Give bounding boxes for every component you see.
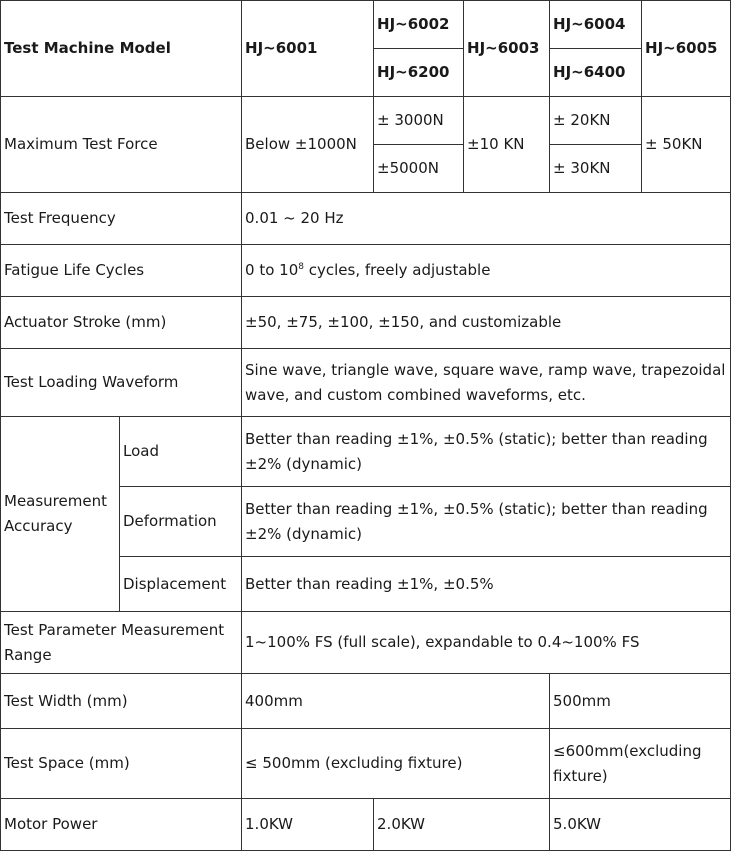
power-value-a: 1.0KW [242, 799, 374, 851]
max-force-hj6002: ± 3000N [374, 97, 464, 145]
width-value-a: 400mm [242, 674, 550, 729]
fatigue-label: Fatigue Life Cycles [1, 245, 242, 297]
power-value-b: 2.0KW [374, 799, 550, 851]
fatigue-row [1, 245, 731, 297]
fatigue-prefix: 0 to 10 [245, 261, 299, 279]
max-force-hj6200: ±5000N [374, 145, 464, 193]
accuracy-label: Measurement Accuracy [1, 417, 120, 612]
stroke-value: ±50, ±75, ±100, ±150, and customizable [242, 297, 731, 349]
frequency-label: Test Frequency [1, 193, 242, 245]
frequency-row [1, 193, 731, 245]
power-value-c: 5.0KW [550, 799, 731, 851]
accuracy-displacement-value: Better than reading ±1%, ±0.5% [242, 557, 731, 612]
model-hj6002: HJ~6002 [374, 1, 464, 49]
space-label: Test Space (mm) [1, 729, 242, 799]
accuracy-load-row [1, 417, 731, 487]
accuracy-load-label: Load [120, 417, 242, 487]
header-row [1, 1, 731, 49]
model-hj6003: HJ~6003 [464, 1, 550, 97]
accuracy-displacement-label: Displacement [120, 557, 242, 612]
model-hj6400: HJ~6400 [550, 49, 642, 97]
max-force-hj6003: ±10 KN [464, 97, 550, 193]
range-value: 1~100% FS (full scale), expandable to 0.4~100% FS [242, 612, 731, 674]
max-force-hj6400: ± 30KN [550, 145, 642, 193]
model-hj6200: HJ~6200 [374, 49, 464, 97]
max-force-hj6001: Below ±1000N [242, 97, 374, 193]
width-label: Test Width (mm) [1, 674, 242, 729]
space-value-b: ≤600mm(excluding fixture) [550, 729, 731, 799]
max-force-label: Maximum Test Force [1, 97, 242, 193]
max-force-hj6004: ± 20KN [550, 97, 642, 145]
header-label: Test Machine Model [1, 1, 242, 97]
waveform-row [1, 349, 731, 417]
range-label: Test Parameter Measurement Range [1, 612, 242, 674]
max-force-hj6005: ± 50KN [642, 97, 731, 193]
power-row [1, 799, 731, 851]
fatigue-exponent: 8 [298, 262, 304, 272]
fatigue-value [242, 245, 731, 297]
model-hj6005: HJ~6005 [642, 1, 731, 97]
stroke-label: Actuator Stroke (mm) [1, 297, 242, 349]
space-row [1, 729, 731, 799]
frequency-value: 0.01 ~ 20 Hz [242, 193, 731, 245]
fatigue-suffix: cycles, freely adjustable [303, 261, 491, 279]
width-value-b: 500mm [550, 674, 731, 729]
space-value-a: ≤ 500mm (excluding fixture) [242, 729, 550, 799]
power-label: Motor Power [1, 799, 242, 851]
stroke-row [1, 297, 731, 349]
accuracy-deformation-label: Deformation [120, 487, 242, 557]
waveform-label: Test Loading Waveform [1, 349, 242, 417]
accuracy-load-value: Better than reading ±1%, ±0.5% (static); better than reading ±2% (dynamic) [242, 417, 731, 487]
range-row [1, 612, 731, 674]
max-force-row [1, 97, 731, 145]
width-row [1, 674, 731, 729]
model-hj6001: HJ~6001 [242, 1, 374, 97]
model-hj6004: HJ~6004 [550, 1, 642, 49]
waveform-value: Sine wave, triangle wave, square wave, ramp wave, trapezoidal wave, and custom combined waveforms, etc. [242, 349, 731, 417]
accuracy-deformation-value: Better than reading ±1%, ±0.5% (static); better than reading ±2% (dynamic) [242, 487, 731, 557]
